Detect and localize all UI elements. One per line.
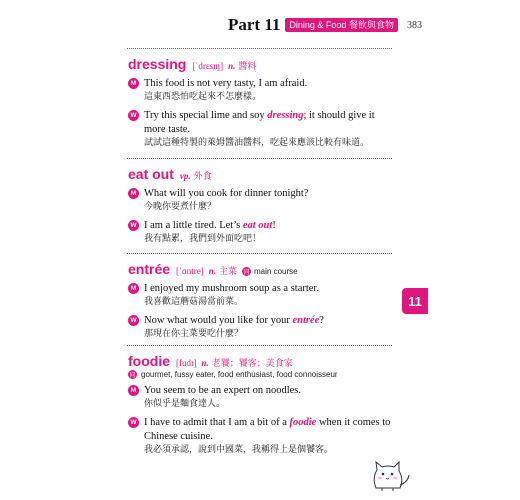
chinese-sentence: 這東西恐怕吃起來不怎麼樣。 <box>144 92 262 102</box>
chinese-meaning: 外食 <box>193 171 212 181</box>
phonetic: [ˈɑntre] <box>176 266 204 276</box>
man-speaker-icon: M <box>128 385 139 396</box>
english-sentence: This food is not very tasty, I am afraid. <box>144 78 308 89</box>
phonetic: [ˈdrɛsɪŋ] <box>192 61 224 71</box>
keyword: dressing <box>267 110 304 121</box>
synonym-list: main course <box>254 267 298 276</box>
divider <box>127 345 392 346</box>
part-of-speech: n. <box>228 61 236 71</box>
divider <box>127 253 392 254</box>
synonym-icon: 同 <box>129 372 136 379</box>
dialogue-line <box>128 314 398 341</box>
chinese-sentence: 我喜歡這蘑菇湯當前菜。 <box>144 297 244 307</box>
chinese-sentence: 那現在你主菜要吃什麼？ <box>144 329 244 339</box>
part-of-speech: n. <box>208 266 216 276</box>
part-of-speech: n. <box>201 358 209 368</box>
chapter-tab: 11 <box>402 288 428 314</box>
part-of-speech: vp. <box>179 171 191 181</box>
chapter-badge: Dining & Food 餐飲與食物 <box>285 18 398 32</box>
headword: dressing <box>128 56 187 72</box>
english-sentence: You seem to be an expert on noodles. <box>144 385 301 396</box>
entry-headword <box>128 56 398 72</box>
chinese-meaning: 老饕；饕客；美食家 <box>211 358 293 368</box>
phonetic: [fudɪ] <box>176 358 197 368</box>
dialogue-line <box>128 77 398 104</box>
headword: entrée <box>128 261 171 277</box>
chinese-sentence: 試試這種特製的萊姆醬油醬料，吃起來應該比較有味道。 <box>144 138 370 148</box>
cat-illustration <box>368 458 412 492</box>
english-sentence: What will you cook for dinner tonight? <box>144 188 309 199</box>
chinese-sentence: 我有點累，我們到外面吃吧！ <box>144 234 262 244</box>
keyword: entrée <box>292 315 320 326</box>
entry-headword <box>128 261 398 277</box>
dialogue-line <box>128 416 398 457</box>
chinese-meaning: 主菜 <box>219 266 238 276</box>
vocab-entry-eat-out <box>128 166 398 246</box>
woman-speaker-icon: W <box>128 110 139 121</box>
man-speaker-icon: M <box>128 78 139 89</box>
entry-headword <box>128 166 398 182</box>
headword: eat out <box>128 166 174 182</box>
divider <box>127 48 392 49</box>
headword: foodie <box>128 353 170 369</box>
man-speaker-icon: M <box>128 188 139 199</box>
dialogue-line <box>128 187 398 214</box>
synonym-icon: 同 <box>243 269 250 276</box>
vocab-entry-dressing <box>128 56 398 150</box>
keyword: foodie <box>289 417 317 428</box>
part-title: Part 11 <box>228 15 281 34</box>
synonym-line <box>128 370 398 379</box>
chinese-sentence: 你似乎是麵食達人。 <box>144 399 226 409</box>
synonym-list: gourmet, fussy eater, food enthusiast, food connoisseur <box>141 370 338 379</box>
woman-speaker-icon: W <box>128 315 139 326</box>
vocab-entry-foodie <box>128 353 398 457</box>
chinese-sentence: 我必須承認，說到中國菜，我稱得上是個饕客。 <box>144 445 334 455</box>
dialogue-line <box>128 219 398 246</box>
english-sentence: I am a little tired. Let’s eat out! <box>144 220 276 231</box>
english-sentence: Try this special lime and soy dressing; it should give it more taste. <box>144 110 375 135</box>
chinese-sentence: 今晚你要煮什麼？ <box>144 202 217 212</box>
entry-headword <box>128 353 398 369</box>
man-speaker-icon: M <box>128 283 139 294</box>
english-sentence: I have to admit that I am a bit of a foodie when it comes to Chinese cuisine. <box>144 417 391 442</box>
divider <box>127 158 392 159</box>
dialogue-line <box>128 282 398 309</box>
dialogue-line <box>128 384 398 411</box>
woman-speaker-icon: W <box>128 220 139 231</box>
woman-speaker-icon: W <box>128 417 139 428</box>
keyword: eat out <box>242 220 273 231</box>
english-sentence: Now what would you like for your entrée? <box>144 315 324 326</box>
dialogue-line <box>128 109 398 150</box>
chinese-meaning: 醬料 <box>238 61 257 71</box>
page-number: 383 <box>406 19 422 31</box>
page-header <box>228 14 422 36</box>
vocab-entry-entree <box>128 261 398 341</box>
english-sentence: I enjoyed my mushroom soup as a starter. <box>144 283 319 294</box>
